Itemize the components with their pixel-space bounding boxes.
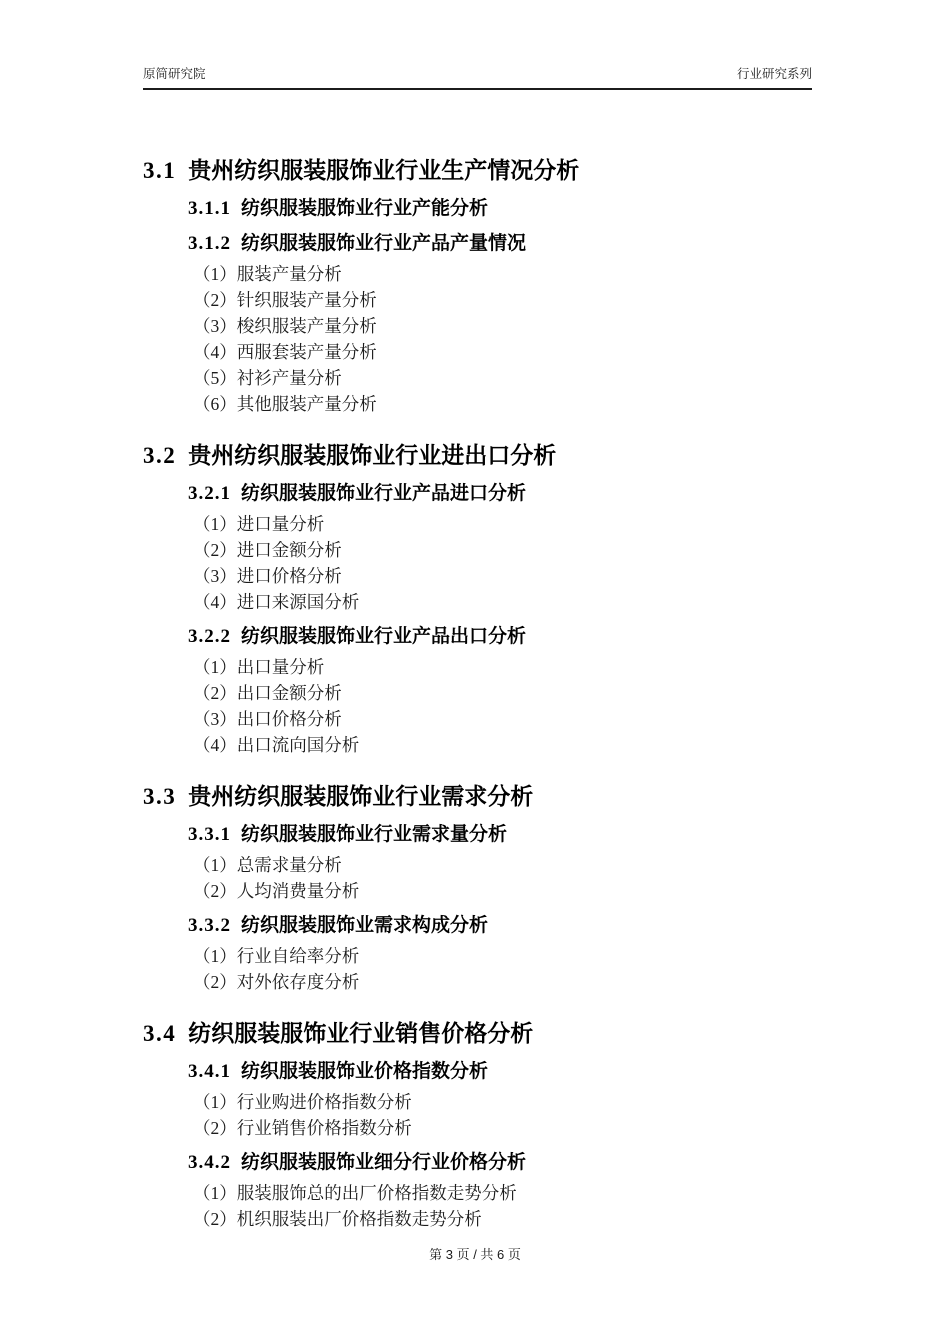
subsection-number: 3.1.1 <box>188 198 231 219</box>
section-heading <box>143 441 819 471</box>
section-number: 3.2 <box>143 443 177 468</box>
toc-item: （2）进口金额分析 <box>193 540 342 560</box>
toc-item: （1）总需求量分析 <box>193 855 342 875</box>
section-heading <box>143 1019 819 1049</box>
toc-item: （3）梭织服装产量分析 <box>193 316 377 336</box>
toc-content <box>143 0 819 1232</box>
toc-item: （2）针织服装产量分析 <box>193 290 377 310</box>
toc-item: （2）对外依存度分析 <box>193 972 360 992</box>
toc-item: （2）行业销售价格指数分析 <box>193 1118 412 1138</box>
toc-item: （1）进口量分析 <box>193 514 325 534</box>
toc-item: （1）出口量分析 <box>193 657 325 677</box>
subsection-heading <box>188 1150 819 1176</box>
subsection-title: 纺织服装服饰业行业产品产量情况 <box>241 233 527 254</box>
toc-item: （4）西服套装产量分析 <box>193 342 377 362</box>
section-title: 贵州纺织服装服饰业行业需求分析 <box>188 784 534 809</box>
subsection-number: 3.2.2 <box>188 626 231 647</box>
section-number: 3.1 <box>143 158 177 183</box>
subsection-heading <box>188 196 819 222</box>
section-heading <box>143 156 819 186</box>
subsection-heading <box>188 1059 819 1085</box>
header-left-text: 原简研究院 <box>143 67 206 81</box>
subsection-number: 3.4.2 <box>188 1152 231 1173</box>
subsection-heading <box>188 913 819 939</box>
subsection-title: 纺织服装服饰业行业产品进口分析 <box>241 483 527 504</box>
toc-item: （6）其他服装产量分析 <box>193 394 377 414</box>
subsection-title: 纺织服装服饰业需求构成分析 <box>241 915 489 936</box>
section-heading <box>143 782 819 812</box>
subsection-number: 3.1.2 <box>188 233 231 254</box>
section-number: 3.4 <box>143 1021 177 1046</box>
section-title: 贵州纺织服装服饰业行业生产情况分析 <box>188 158 580 183</box>
subsection-title: 纺织服装服饰业价格指数分析 <box>241 1061 489 1082</box>
page-indicator: 第 3 页 / 共 6 页 <box>429 1247 521 1262</box>
toc-item: （4）出口流向国分析 <box>193 735 360 755</box>
subsection-title: 纺织服装服饰业行业需求量分析 <box>241 824 508 845</box>
toc-item: （5）衬衫产量分析 <box>193 368 342 388</box>
toc-item: （2）出口金额分析 <box>193 683 342 703</box>
subsection-heading <box>188 822 819 848</box>
toc-item: （1）服装服饰总的出厂价格指数走势分析 <box>193 1183 517 1203</box>
section-title: 贵州纺织服装服饰业行业进出口分析 <box>188 443 557 468</box>
header-right-text: 行业研究系列 <box>736 67 812 81</box>
subsection-number: 3.3.1 <box>188 824 231 845</box>
subsection-heading <box>188 624 819 650</box>
subsection-title: 纺织服装服饰业行业产能分析 <box>241 198 489 219</box>
toc-item: （2）机织服装出厂价格指数走势分析 <box>193 1209 482 1229</box>
subsection-heading <box>188 231 819 257</box>
subsection-number: 3.2.1 <box>188 483 231 504</box>
section-title: 纺织服装服饰业行业销售价格分析 <box>188 1021 534 1046</box>
subsection-number: 3.3.2 <box>188 915 231 936</box>
toc-item: （1）行业购进价格指数分析 <box>193 1092 412 1112</box>
toc-item: （3）出口价格分析 <box>193 709 342 729</box>
toc-item: （1）行业自给率分析 <box>193 946 360 966</box>
toc-item: （2）人均消费量分析 <box>193 881 360 901</box>
subsection-title: 纺织服装服饰业行业产品出口分析 <box>241 626 527 647</box>
page-footer <box>0 1244 950 1263</box>
subsection-title: 纺织服装服饰业细分行业价格分析 <box>241 1152 527 1173</box>
toc-item: （3）进口价格分析 <box>193 566 342 586</box>
section-number: 3.3 <box>143 784 177 809</box>
subsection-heading <box>188 481 819 507</box>
toc-item: （4）进口来源国分析 <box>193 592 360 612</box>
toc-item: （1）服装产量分析 <box>193 264 342 284</box>
subsection-number: 3.4.1 <box>188 1061 231 1082</box>
